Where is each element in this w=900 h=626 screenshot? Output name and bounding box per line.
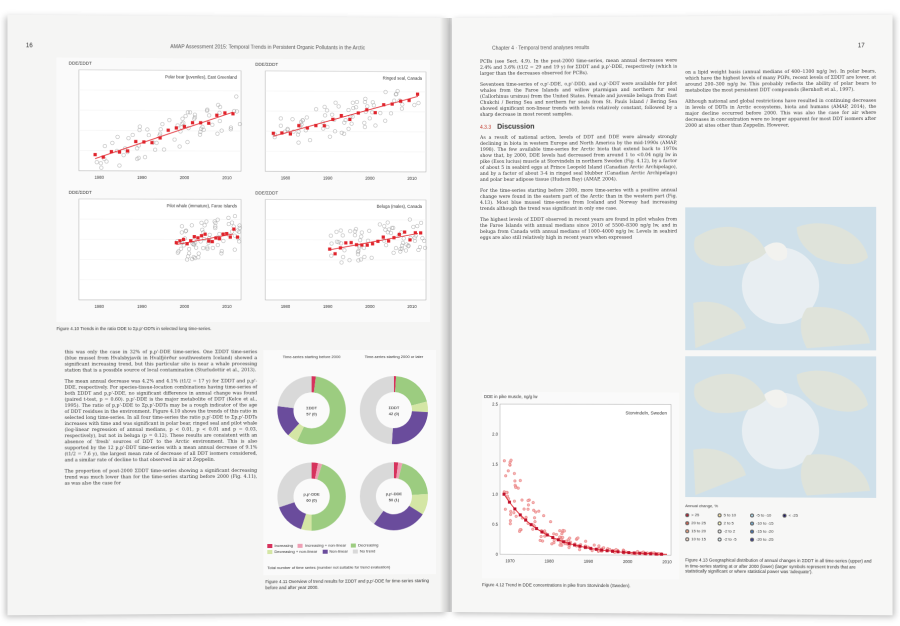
annual-median xyxy=(207,122,210,125)
data-point xyxy=(506,495,509,498)
page-number: 17 xyxy=(857,43,865,50)
data-point xyxy=(532,501,535,504)
donut-count: 42 (0) xyxy=(388,411,400,417)
legend-item xyxy=(353,548,375,554)
annual-median xyxy=(530,523,533,526)
annual-median xyxy=(382,235,385,238)
legend-label: No trend xyxy=(359,548,376,554)
y-tick-label: 0 xyxy=(495,551,499,557)
map-post-2000-time-series xyxy=(685,356,876,498)
annual-median xyxy=(568,542,571,545)
legend-symbol xyxy=(718,513,722,517)
data-point xyxy=(561,532,564,535)
annual-median xyxy=(200,234,203,237)
data-point xyxy=(539,539,542,542)
plot-area xyxy=(500,404,671,555)
x-tick-label: 1980 xyxy=(94,174,104,180)
annual-median xyxy=(333,252,336,255)
x-tick-label: 2000 xyxy=(365,175,375,181)
figure-4-10-plots xyxy=(56,58,430,323)
section-title: Discussion xyxy=(497,123,535,131)
figure-4-10-panel xyxy=(69,61,242,181)
annual-median xyxy=(540,530,543,533)
legend-symbol xyxy=(750,522,754,526)
annual-median xyxy=(193,235,196,238)
data-point xyxy=(534,520,537,523)
data-point xyxy=(527,499,530,502)
data-point xyxy=(540,535,543,538)
column-header-right: Time-series starting 2000 or later xyxy=(364,354,424,360)
legend-row xyxy=(685,536,876,543)
legend-swatch xyxy=(298,544,303,548)
annual-median xyxy=(344,241,347,244)
x-tick-label: 2010 xyxy=(407,175,417,181)
landmass xyxy=(801,454,870,496)
annual-median xyxy=(204,233,207,236)
legend-symbol xyxy=(750,538,754,542)
legend-symbol xyxy=(783,514,787,518)
x-tick-label: 2000 xyxy=(622,559,633,565)
paragraph: Although national and global restrictions have resulted in continuing decreases in levels of DDTs in Arctic ecosystems, biota and humans (AMAP, 2014), the major decline occurred before 2000. This was also the case for air where decreases in concentration were no longer apparent for most DDT isomers after 2000 at sites other than Zeppelin. However, xyxy=(685,98,877,129)
figure-4-10 xyxy=(56,58,430,323)
y-tick-label: 0.5 xyxy=(492,521,499,527)
legend-item xyxy=(718,536,744,542)
figure-4-12-caption: Figure 4.12 Trend in DDE concentrations in pike from Storvindeln (Sweden). xyxy=(482,582,631,589)
legend-label: 2 to 5 xyxy=(723,520,734,526)
y-tick-label: 1.0 xyxy=(492,491,499,497)
data-point xyxy=(563,530,566,533)
left-page xyxy=(7,15,448,616)
x-tick-label: 2000 xyxy=(179,175,190,181)
figure-4-10-panel xyxy=(69,190,242,309)
donut-segment xyxy=(398,463,427,495)
data-point xyxy=(513,472,516,475)
arctic-map-lower xyxy=(685,356,876,498)
y-tick-label: 2.5 xyxy=(492,401,499,407)
legend-label: -5 to -10 xyxy=(756,512,772,518)
map-all-time-series xyxy=(685,207,876,351)
annual-median xyxy=(221,232,224,235)
annual-median xyxy=(182,238,185,241)
data-point xyxy=(510,459,513,462)
data-point xyxy=(523,508,526,511)
x-tick-label: 1970 xyxy=(505,558,515,564)
data-point xyxy=(503,459,506,462)
annual-median xyxy=(524,519,527,522)
annual-median xyxy=(584,546,587,549)
annual-median xyxy=(508,501,511,504)
annual-median xyxy=(644,552,647,555)
legend-item xyxy=(750,521,776,527)
landmass xyxy=(693,449,746,496)
data-point xyxy=(533,516,536,519)
annual-median xyxy=(589,547,592,550)
y-axis-label: DDE/ΣDDT xyxy=(255,61,279,67)
legend-title: Annual change, % xyxy=(685,503,719,509)
annual-median xyxy=(297,124,300,127)
data-point xyxy=(555,533,558,536)
annual-median xyxy=(578,545,581,548)
x-tick-label: 1980 xyxy=(544,558,554,564)
x-tick-label: 2010 xyxy=(407,304,417,309)
annual-median xyxy=(150,141,153,144)
y-tick-label: 2.0 xyxy=(492,431,499,437)
legend-symbol xyxy=(685,529,689,533)
data-point xyxy=(504,474,507,477)
data-point xyxy=(541,540,544,543)
annual-median xyxy=(218,237,221,240)
left-text-column xyxy=(65,350,258,493)
panel-title: Beluga (males), Canada xyxy=(376,203,422,209)
legend-item xyxy=(685,520,711,526)
annual-median xyxy=(660,553,663,556)
paragraph: As a result of national action, levels of DDT and DDE were already strongly declining in biota in western Europe and North America by the mid-1990s (AMAP, 1998). The few available time-series for Arctic biota that extend back to 1970s show that, by 2000, DDE levels had decreased from around 1 to <0.04 ng/g lw in pike (Esox lucius) muscle at Storvindeln in northern Sweden (Fig. 4.12), by a factor of about 5 in seabird eggs at Prince Leopold Island (Canadian Arctic Archipelago), and by a factor of about 3-4 in ringed seal blubber (Canadian Arctic Archipelago) and polar bear adipose tissue (Hudson Bay) (AMAP, 2004). xyxy=(480,134,678,183)
legend-label: Decreasing xyxy=(358,542,379,548)
legend-label: Decreasing + non-linear xyxy=(274,548,318,555)
annual-median xyxy=(167,129,170,132)
data-point xyxy=(507,470,510,473)
legend-label: -2 to 2 xyxy=(723,528,736,534)
data-point xyxy=(525,516,528,519)
figure-4-13-legend xyxy=(685,503,876,545)
annual-median xyxy=(134,140,137,143)
legend-label: -15 to -20 xyxy=(756,528,774,534)
donut-segment xyxy=(360,376,394,444)
legend-item xyxy=(750,537,776,543)
donut-count: 57 (0) xyxy=(306,411,317,417)
data-point xyxy=(577,537,580,540)
section-number: 4.3.3 xyxy=(480,124,492,131)
annual-median xyxy=(229,235,232,238)
right-text-column-1 xyxy=(480,59,677,247)
legend-symbol xyxy=(685,513,689,517)
data-point xyxy=(509,510,512,513)
annual-median xyxy=(211,240,214,243)
annual-median xyxy=(328,248,331,251)
annual-median xyxy=(374,111,377,114)
donut-label: p,p'-DDE xyxy=(385,491,403,497)
x-tick-label: 1980 xyxy=(280,303,291,309)
data-point xyxy=(531,528,534,531)
donut-label: p,p'-DDE xyxy=(303,491,320,497)
legend-symbol xyxy=(750,513,754,517)
data-point xyxy=(584,540,587,543)
arctic-map-upper xyxy=(685,207,876,351)
figure-4-13-caption: Figure 4.13 Geographical distribution of annual changes in ΣDDT in all time-series (upper) and in time-series starting at or after 2000 (lower) (larger symbols represent trends that are statistically significant or where statistical power was 'adequate'). xyxy=(685,557,872,575)
annual-median xyxy=(573,543,576,546)
annual-median xyxy=(403,230,406,233)
panel-title: Polar bear (juveniles), East Greenland xyxy=(165,74,238,80)
x-tick-label: 2000 xyxy=(179,303,190,309)
annual-median xyxy=(622,551,625,554)
donut-label: ΣDDT xyxy=(388,405,400,411)
legend-symbol xyxy=(750,530,754,534)
x-tick-label: 1990 xyxy=(323,175,333,181)
legend-swatch xyxy=(267,550,272,554)
data-point xyxy=(559,544,562,547)
annual-median xyxy=(175,126,178,129)
annual-median xyxy=(126,149,129,152)
x-tick-label: 1990 xyxy=(583,558,594,564)
annual-median xyxy=(398,233,401,236)
annual-median xyxy=(175,241,178,244)
data-point xyxy=(509,513,512,516)
legend-label: 15 to 20 xyxy=(691,528,706,534)
data-point xyxy=(598,545,601,548)
annual-median xyxy=(600,549,603,552)
data-point xyxy=(518,530,521,533)
annual-median xyxy=(387,239,390,242)
figure-4-10-caption: Figure 4.10 Trends in the ratio DDE to Σp,p'-DDTs in selected long time-series. xyxy=(56,326,212,332)
figure-4-12-plot xyxy=(482,392,679,579)
annual-median xyxy=(232,228,235,231)
annual-median xyxy=(289,132,292,135)
data-point xyxy=(593,544,596,547)
legend-label: 5 to 10 xyxy=(723,512,737,518)
data-point xyxy=(549,520,552,523)
landmass xyxy=(797,223,868,264)
landmass xyxy=(801,307,870,348)
data-point xyxy=(509,522,512,525)
y-tick-label: 1.5 xyxy=(492,461,499,467)
annual-median xyxy=(638,552,641,555)
data-point xyxy=(509,463,512,466)
figure-4-10-panel xyxy=(255,62,426,181)
legend-label: Increasing + non-linear xyxy=(305,542,347,548)
panel-title: Pilot whale (immature), Faroe Islands xyxy=(166,203,238,209)
legend-row xyxy=(685,520,876,527)
legend-item xyxy=(750,529,776,535)
legend-swatch xyxy=(267,544,272,548)
paragraph: The proportion of post-2000 ΣDDT time-series showing a significant decreasing trend was much lower than for the time-series starting before 2000 (Fig. 4.11), as was also the case for xyxy=(64,468,258,487)
annual-median xyxy=(633,551,636,554)
annual-median xyxy=(408,238,411,241)
legend-label: Non-linear xyxy=(329,548,348,554)
right-page xyxy=(452,15,893,616)
annual-median xyxy=(627,551,630,554)
data-point xyxy=(513,511,516,514)
annual-median xyxy=(416,93,419,96)
data-point xyxy=(568,537,571,540)
annual-median xyxy=(655,553,658,556)
data-point xyxy=(514,486,517,489)
legend-symbol xyxy=(685,537,689,541)
annual-median xyxy=(606,549,609,552)
right-text-column-2 xyxy=(685,69,876,135)
y-axis-label: DDE in pike muscle, ng/g lw xyxy=(484,394,538,400)
annual-median xyxy=(323,124,326,127)
annual-median xyxy=(503,493,506,496)
data-point xyxy=(514,480,517,483)
page-number: 16 xyxy=(25,43,33,50)
x-tick-label: 1990 xyxy=(137,174,147,180)
legend-label: Increasing xyxy=(274,542,293,549)
y-axis-label: DDE/ΣDDT xyxy=(68,60,92,66)
x-tick-label: 1990 xyxy=(323,303,333,309)
data-point xyxy=(527,508,530,511)
data-point xyxy=(543,535,546,538)
paragraph: The highest levels of ΣDDT observed in recent years are found in pilot whales from the Faroe Islands with annual medians since 2010 of 5500–8300 ng/g lw, and in beluga from Canada with annual medians of 1000–4000 ng/g lw. Levels in seabird eggs are also still relatively high in recent years when expressed xyxy=(480,217,678,241)
x-tick-label: 1980 xyxy=(94,303,104,309)
legend-symbol xyxy=(718,521,722,525)
legend-item xyxy=(718,520,744,526)
figure-4-11-footnote: Total number of time series (number not suitable for trend evaluation) xyxy=(267,564,391,571)
annual-median xyxy=(178,239,181,242)
data-point xyxy=(551,543,554,546)
annual-median xyxy=(191,121,194,124)
donut-count: 50 (1) xyxy=(388,497,400,503)
data-point xyxy=(568,546,571,549)
donut-segment xyxy=(279,502,306,529)
data-point xyxy=(537,510,540,513)
legend-label: 10 to 15 xyxy=(691,536,706,542)
annual-median xyxy=(616,550,619,553)
data-point xyxy=(513,500,516,503)
legend-swatch xyxy=(322,550,327,554)
plot-area xyxy=(265,199,426,300)
legend-symbol xyxy=(685,521,689,525)
x-tick-label: 2010 xyxy=(222,303,232,309)
annual-median xyxy=(546,533,549,536)
running-head: AMAP Assessment 2015: Temporal Trends in Persistent Organic Pollutants in the Arctic xyxy=(170,44,366,52)
annual-median xyxy=(223,111,226,114)
donut-count: 60 (0) xyxy=(306,497,317,503)
annual-median xyxy=(519,513,522,516)
x-tick-label: 1990 xyxy=(137,303,147,309)
annual-median xyxy=(340,114,343,117)
x-tick-label: 2000 xyxy=(365,303,375,309)
legend-row xyxy=(685,528,876,535)
data-point xyxy=(521,499,524,502)
section-heading xyxy=(480,124,677,131)
legend-swatch xyxy=(351,543,356,547)
paragraph: Seventeen time-series of o,p'-DDE, o,p'-DDD, and o,p'-DDT were available for pilot whales from the Faroe Islands and willow ptarmigan and northern fur seal (Callorhinus ursinus) from the United States. Female and juvenile beluga from East Chukchi / Bering Sea and northern fur seals from St. Pauls Island / Bering Sea showed significant non-linear trends with levels relatively constant, followed by a sharp decrease in most recent samples. xyxy=(480,81,678,118)
data-point xyxy=(519,479,522,482)
annual-median xyxy=(94,153,97,156)
data-point xyxy=(509,519,512,522)
panel-title: Ringed seal, Canada xyxy=(382,75,422,81)
annual-median xyxy=(371,242,374,245)
annual-median xyxy=(183,125,186,128)
x-tick-label: 1980 xyxy=(280,175,291,181)
legend-item xyxy=(783,513,809,519)
legend-item xyxy=(718,512,744,518)
annual-median xyxy=(215,114,218,117)
data-point xyxy=(515,515,518,518)
annual-median xyxy=(551,536,554,539)
legend-item xyxy=(267,549,317,555)
y-axis-label: DDE/ΣDDT xyxy=(255,190,279,196)
data-point xyxy=(542,514,545,517)
annual-median xyxy=(557,538,560,541)
data-point xyxy=(553,539,556,542)
annual-median xyxy=(611,550,614,553)
data-point xyxy=(608,548,611,551)
paragraph: For the time-series starting before 2000, more time-series with a positive annual change were found in the eastern part of the Arctic than in the western part (Fig. 4.13). Most blue mussel time-series from Iceland and Norway had increasing trends although the trend was significant in only one case. xyxy=(480,188,678,212)
annual-median xyxy=(595,548,598,551)
legend-label: > 25 xyxy=(691,512,700,518)
x-tick-label: 2010 xyxy=(662,559,672,565)
legend-label: -10 to -15 xyxy=(756,520,774,526)
running-head: Chapter 4 · Temporal trend analyses results xyxy=(492,45,590,52)
data-point xyxy=(552,533,555,536)
legend-item xyxy=(685,536,711,542)
figure-4-11-legend xyxy=(267,542,434,555)
landmass xyxy=(693,302,746,349)
data-point xyxy=(527,504,530,507)
x-tick-label: 2010 xyxy=(222,175,232,181)
annual-median xyxy=(419,231,422,234)
paragraph: this was only the case in 32% of p,p'-DDE time-series. One ΣDDT time-series (blue mussel from Hvalsbyjavik in Hvalfjörður southwestern Iceland) showed a significant increasing trend, but this particular site is near a whale processing station that is a possible source of local contamination (Sturludottir et al., 2013). xyxy=(64,350,258,374)
column-header-left: Time-series starting before 2000 xyxy=(282,354,341,360)
figure-4-11-caption: Figure 4.11 Overview of trend results for ΣDDT and p,p'-DDE for time-series starting before and after year 2000. xyxy=(265,578,429,590)
legend-symbol xyxy=(718,529,722,533)
figure-4-11 xyxy=(263,350,436,575)
annual-median xyxy=(207,239,210,242)
legend-item xyxy=(750,512,776,518)
legend-item xyxy=(685,512,711,518)
legend-symbol xyxy=(718,537,722,541)
paragraph: The mean annual decrease was 4.2% and 4.1% (t1/2 = 17 y) for ΣDDT and p,p'-DDE, respectively. For species-tissue-location combinations having time-series of both ΣDDT and p,p'-DDE, no significant difference in annual change was found (paired t-test, p = 0.60). p,p'-DDE is the major metabolite of DDT (Kelce et al., 1995). The ratio of p,p'-DDE to Σp,p'-DDTs may be a rough indicator of the age of DDT residues in the environment. Figure 4.10 shows the trends of this ratio in selected long time-series. In all four time-series the ratio p,p'-DDE to Σp,p'-DDTs increases with time and was significant in polar bear, ringed seal and pilot whale (log-linear regression of annual medians, p < 0.01, p < 0.01 and p = 0.03, respectively), but not in beluga (p = 0.12). These results are consistent with an absence of 'fresh' sources of DDT to the Arctic environment. This is also supported by the 12 p,p'-DDT time-series with a mean annual decrease of 9.1% (t1/2 = 7.6 y), the largest mean rate of decrease of all DDT isomers considered, and a similar rate of decline to that observed in air at Zeppelin. xyxy=(64,379,258,464)
annual-median xyxy=(513,507,516,510)
paragraph: PCBs (see Sect. 4.9). In the post-2000 time-series, mean annual decreases were 2.4% and 3.6% (t1/2 = 29 and 19 y) for ΣDDT and p,p'-DDE, respectively (which is larger than the decreases observed for PCBs). xyxy=(480,58,678,77)
plot-area xyxy=(79,199,241,300)
annual-median xyxy=(196,236,199,239)
annual-median xyxy=(535,527,538,530)
paragraph: on a lipid weight basis (annual medians of 400–1300 ng/g lw). In polar bears, which have the highest levels of many POPs, recent levels of ΣDDT are lower, at around 200–300 ng/g lw. This probably reflects the ability of polar bears to metabolize the most persistent DDT compounds (Bernhoft et al., 1997). xyxy=(685,69,877,94)
legend-row xyxy=(685,512,876,519)
legend-label: 20 to 25 xyxy=(691,520,706,526)
legend-swatch xyxy=(353,549,358,553)
donut-segment xyxy=(395,376,427,406)
legend-label: -20 to -25 xyxy=(756,536,774,542)
donut-label: ΣDDT xyxy=(306,405,318,411)
legend-item xyxy=(322,549,348,555)
annual-median xyxy=(366,244,369,247)
annual-median xyxy=(348,118,351,121)
figure-4-10-panel xyxy=(255,190,427,309)
annual-median xyxy=(236,235,239,238)
data-point xyxy=(532,509,535,512)
data-point xyxy=(561,536,564,539)
data-point xyxy=(504,508,507,511)
annual-median xyxy=(272,132,275,135)
figure-4-12 xyxy=(482,392,679,579)
annual-median xyxy=(350,241,353,244)
legend-item xyxy=(685,528,711,534)
y-axis-label: DDE/ΣDDT xyxy=(68,189,92,195)
data-point xyxy=(578,548,581,551)
legend-label: < -25 xyxy=(788,512,798,518)
chart-title: Storvindeln, Sweden xyxy=(625,410,668,416)
data-point xyxy=(558,529,561,532)
donut-segment xyxy=(278,376,312,408)
annual-median xyxy=(562,540,565,543)
legend-item xyxy=(718,528,744,534)
annual-median xyxy=(649,552,652,555)
legend-label: -2 to -5 xyxy=(723,536,737,542)
